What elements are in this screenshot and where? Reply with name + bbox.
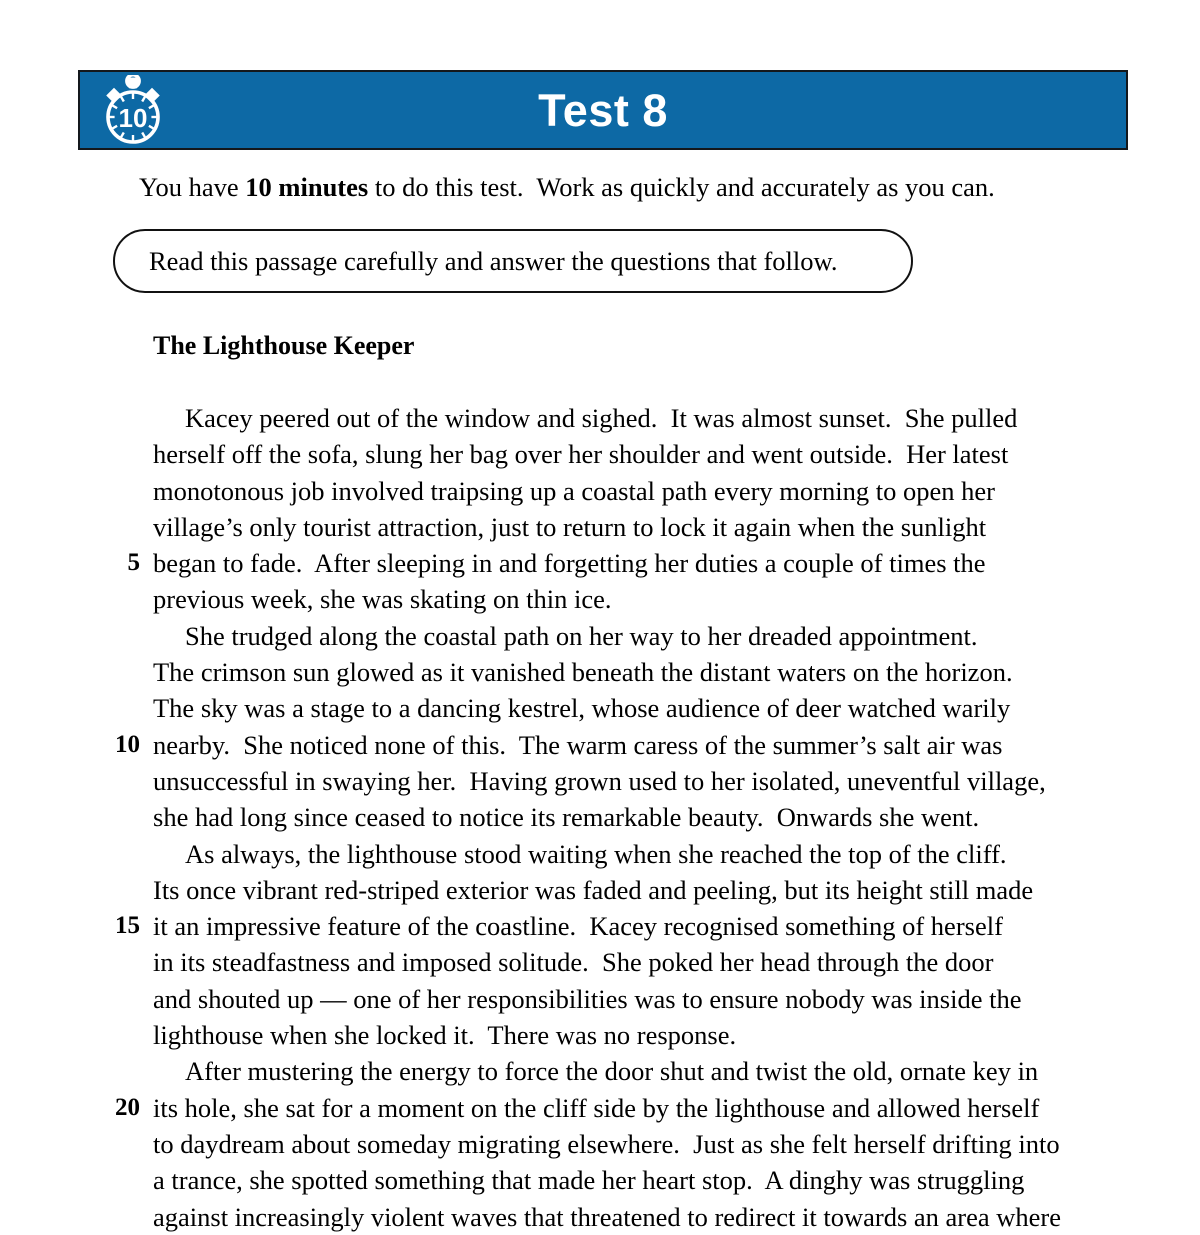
passage-line-text: village’s only tourist attraction, just to return to lock it again when the sunlight — [153, 511, 987, 542]
passage-line — [100, 872, 1130, 908]
passage-line — [100, 1053, 1130, 1089]
passage-line-text: to daydream about someday migrating elsewhere. Just as she felt herself drifting into — [153, 1128, 1060, 1159]
passage-line — [100, 581, 1130, 617]
instruction-line — [139, 170, 995, 204]
passage-line-text: its hole, she sat for a moment on the cliff side by the lighthouse and allowed herself — [153, 1092, 1040, 1123]
instruction-text-after: to do this test. Work as quickly and accurately as you can. — [368, 172, 995, 202]
passage-line-text: a trance, she spotted something that made her heart stop. A dinghy was struggling — [153, 1165, 1025, 1196]
passage-line-text: previous week, she was skating on thin ice. — [153, 584, 612, 615]
read-passage-callout — [113, 229, 913, 293]
line-number: 15 — [115, 912, 140, 940]
callout-text: Read this passage carefully and answer the questions that follow. — [149, 245, 838, 276]
passage-line-text: Its once vibrant red-striped exterior was faded and peeling, but its height still made — [153, 874, 1034, 905]
passage-line — [100, 1017, 1130, 1053]
passage-line — [100, 545, 1130, 581]
passage-line — [100, 981, 1130, 1017]
stopwatch-icon — [100, 75, 166, 145]
instruction-duration: 10 minutes — [245, 172, 369, 202]
passage-line-text: against increasingly violent waves that threatened to redirect it towards an area where — [153, 1201, 1061, 1232]
passage-line — [100, 1090, 1130, 1126]
stopwatch-value: 10 — [118, 103, 148, 133]
passage-line — [100, 944, 1130, 980]
passage-line-text: in its steadfastness and imposed solitude. She poked her head through the door — [153, 947, 994, 978]
passage-line-text: monotonous job involved traipsing up a coastal path every morning to open her — [153, 475, 995, 506]
passage-line — [100, 763, 1130, 799]
passage-line-text: nearby. She noticed none of this. The warm caress of the summer’s salt air was — [153, 729, 1003, 760]
passage-line — [100, 509, 1130, 545]
instruction-text-before: You have — [139, 172, 246, 202]
passage-line — [100, 836, 1130, 872]
passage-line — [100, 727, 1130, 763]
passage-line — [100, 654, 1130, 690]
passage-line-text: herself off the sofa, slung her bag over her shoulder and went outside. Her latest — [153, 439, 1009, 470]
passage-line-text: she had long since ceased to notice its remarkable beauty. Onwards she went. — [153, 802, 980, 833]
passage-line — [100, 799, 1130, 835]
passage-line — [100, 1126, 1130, 1162]
passage-line — [100, 1162, 1130, 1198]
passage-line-text: and shouted up — one of her responsibilities was to ensure nobody was inside the — [153, 983, 1022, 1014]
passage-line — [100, 473, 1130, 509]
passage-body — [100, 400, 1130, 1235]
passage-line-text: As always, the lighthouse stood waiting when she reached the top of the cliff. — [185, 838, 1007, 869]
passage-line-text: unsuccessful in swaying her. Having grown used to her isolated, uneventful village, — [153, 765, 1046, 796]
passage-line-text: it an impressive feature of the coastline. Kacey recognised something of herself — [153, 911, 1003, 942]
passage-line-text: After mustering the energy to force the door shut and twist the old, ornate key in — [185, 1056, 1039, 1087]
passage-line-text: began to fade. After sleeping in and forgetting her duties a couple of times the — [153, 548, 986, 579]
page-title: Test 8 — [538, 84, 668, 136]
passage-line-text: lighthouse when she locked it. There was no response. — [153, 1020, 737, 1051]
line-number: 20 — [115, 1093, 140, 1121]
passage-line — [100, 436, 1130, 472]
passage-line-text: The crimson sun glowed as it vanished beneath the distant waters on the horizon. — [153, 657, 1013, 688]
line-number: 10 — [115, 730, 140, 758]
passage-title: The Lighthouse Keeper — [153, 331, 415, 360]
passage-line — [100, 400, 1130, 436]
passage-line — [100, 618, 1130, 654]
test-header-bar — [78, 70, 1128, 150]
passage-line — [100, 1199, 1130, 1235]
passage-line-text: Kacey peered out of the window and sighed. It was almost sunset. She pulled — [185, 403, 1018, 433]
passage-line-text: She trudged along the coastal path on her way to her dreaded appointment. — [185, 620, 978, 651]
line-number: 5 — [127, 549, 140, 577]
passage-line-text: The sky was a stage to a dancing kestrel, whose audience of deer watched warily — [153, 693, 1011, 724]
passage-line — [100, 908, 1130, 944]
passage-line — [100, 690, 1130, 726]
